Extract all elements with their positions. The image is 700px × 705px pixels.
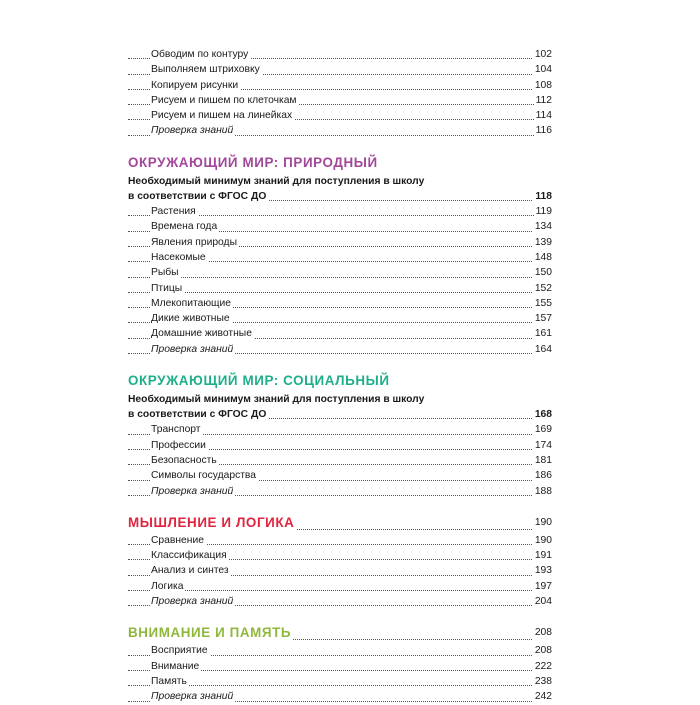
section-heading: ОКРУЖАЮЩИЙ МИР: СОЦИАЛЬНЫЙ: [128, 373, 390, 389]
entry-title: Профессии: [151, 438, 208, 453]
entry-title: Проверка знаний: [151, 484, 235, 499]
entry-page-number: 102: [533, 47, 552, 62]
toc-entry: [128, 47, 552, 62]
entry-title: Насекомые: [151, 250, 208, 265]
section-subtitle-row: [128, 189, 552, 204]
entry-title: Безопасность: [151, 453, 219, 468]
section-heading: ВНИМАНИЕ И ПАМЯТЬ: [128, 623, 293, 643]
entry-title: Растения: [151, 204, 198, 219]
entry-page-number: 186: [533, 468, 552, 483]
entry-page-number: 116: [534, 123, 552, 138]
toc-entry: [128, 548, 552, 563]
entry-title: Проверка знаний: [151, 342, 235, 357]
dot-leader: [128, 685, 552, 686]
toc-entry: [128, 689, 552, 704]
entry-page-number: 152: [533, 281, 552, 296]
toc-entry: [128, 250, 552, 265]
toc-entry: [128, 235, 552, 250]
toc-entry: [128, 484, 552, 499]
toc-entry: [128, 594, 552, 609]
entry-title: Обводим по контуру: [151, 47, 250, 62]
entry-title: Восприятие: [151, 643, 210, 658]
entry-title: Память: [151, 674, 189, 689]
entry-page-number: 193: [533, 563, 552, 578]
dot-leader: [128, 277, 552, 278]
entry-page-number: 114: [534, 108, 552, 123]
entry-page-number: 104: [533, 62, 552, 77]
toc-entry: [128, 296, 552, 311]
toc-entry: [128, 659, 552, 674]
section-subtitle: Необходимый минимум знаний для поступления в школу: [128, 175, 425, 187]
entry-page-number: 174: [533, 438, 552, 453]
toc-section: [128, 513, 552, 609]
section-heading: МЫШЛЕНИЕ И ЛОГИКА: [128, 513, 296, 533]
entry-page-number: 155: [533, 296, 552, 311]
entry-title: Времена года: [151, 219, 219, 234]
entry-page-number: 238: [533, 674, 552, 689]
entry-title: Дикие животные: [151, 311, 232, 326]
entry-title: Рисуем и пишем по клеточкам: [151, 93, 299, 108]
entry-page-number: 208: [533, 643, 552, 658]
entry-title: Анализ и синтез: [151, 563, 231, 578]
toc-entry: [128, 62, 552, 77]
entry-page-number: 208: [533, 623, 552, 643]
entry-page-number: 134: [533, 219, 552, 234]
entry-title: Транспорт: [151, 422, 203, 437]
toc-entry: [128, 219, 552, 234]
section-heading-row: [128, 623, 552, 643]
toc-entry: [128, 643, 552, 658]
entry-page-number: 168: [533, 407, 552, 422]
entry-page-number: 161: [533, 326, 552, 341]
entry-title: Домашние животные: [151, 326, 254, 341]
entry-page-number: 190: [533, 533, 552, 548]
toc-entry: [128, 342, 552, 357]
toc-entry: [128, 123, 552, 138]
entry-title: Внимание: [151, 659, 201, 674]
entry-page-number: 190: [533, 513, 552, 533]
entry-title: Символы государства: [151, 468, 258, 483]
entry-page-number: 204: [533, 594, 552, 609]
toc-entry: [128, 204, 552, 219]
toc-entry: [128, 326, 552, 341]
entry-page-number: 108: [533, 78, 552, 93]
section-heading-row: [128, 513, 552, 533]
entry-title: Классификация: [151, 548, 229, 563]
entry-title: Проверка знаний: [151, 689, 235, 704]
entry-title: Млекопитающие: [151, 296, 233, 311]
entry-title: Выполняем штриховку: [151, 62, 262, 77]
toc-entry: [128, 579, 552, 594]
dot-leader: [128, 590, 552, 591]
entry-title: Рисуем и пишем на линейках: [151, 108, 294, 123]
entry-title: Проверка знаний: [151, 594, 235, 609]
toc-entry: [128, 533, 552, 548]
entry-page-number: 157: [533, 311, 552, 326]
toc-entry: [128, 453, 552, 468]
entry-page-number: 112: [534, 93, 552, 108]
entry-page-number: 181: [533, 453, 552, 468]
section-heading: ОКРУЖАЮЩИЙ МИР: ПРИРОДНЫЙ: [128, 154, 378, 170]
entry-title: в соответствии с ФГОС ДО: [128, 407, 268, 422]
section-subtitle-row: [128, 407, 552, 422]
entry-page-number: 118: [533, 189, 552, 204]
entry-page-number: 169: [533, 422, 552, 437]
toc-entry: [128, 674, 552, 689]
toc-entry: [128, 93, 552, 108]
toc-entry: [128, 108, 552, 123]
entry-page-number: 164: [533, 342, 552, 357]
entry-page-number: 119: [534, 204, 552, 219]
toc-section: [128, 153, 552, 357]
toc-entry: [128, 468, 552, 483]
toc-entry: [128, 563, 552, 578]
toc-section: [128, 623, 552, 704]
entry-title: Рыбы: [151, 265, 181, 280]
toc-section: [128, 371, 552, 499]
section-subtitle: Необходимый минимум знаний для поступления в школу: [128, 394, 425, 406]
toc-entry: [128, 438, 552, 453]
entry-page-number: 148: [533, 250, 552, 265]
entry-title: Сравнение: [151, 533, 206, 548]
entry-page-number: 150: [533, 265, 552, 280]
entry-title: Проверка знаний: [151, 123, 235, 138]
toc-entry: [128, 265, 552, 280]
entry-title: Логика: [151, 579, 185, 594]
dot-leader: [128, 292, 552, 293]
entry-title: Птицы: [151, 281, 184, 296]
entry-page-number: 242: [533, 689, 552, 704]
entry-page-number: 139: [533, 235, 552, 250]
entry-title: Копируем рисунки: [151, 78, 240, 93]
entry-page-number: 188: [533, 484, 552, 499]
toc-entry: [128, 311, 552, 326]
entry-page-number: 222: [533, 659, 552, 674]
toc-entry: [128, 422, 552, 437]
entry-title: Явления природы: [151, 235, 239, 250]
toc-entry: [128, 281, 552, 296]
entry-page-number: 191: [533, 548, 552, 563]
entry-title: в соответствии с ФГОС ДО: [128, 189, 268, 204]
table-of-contents: [128, 47, 552, 705]
entry-page-number: 197: [533, 579, 552, 594]
toc-entry: [128, 78, 552, 93]
